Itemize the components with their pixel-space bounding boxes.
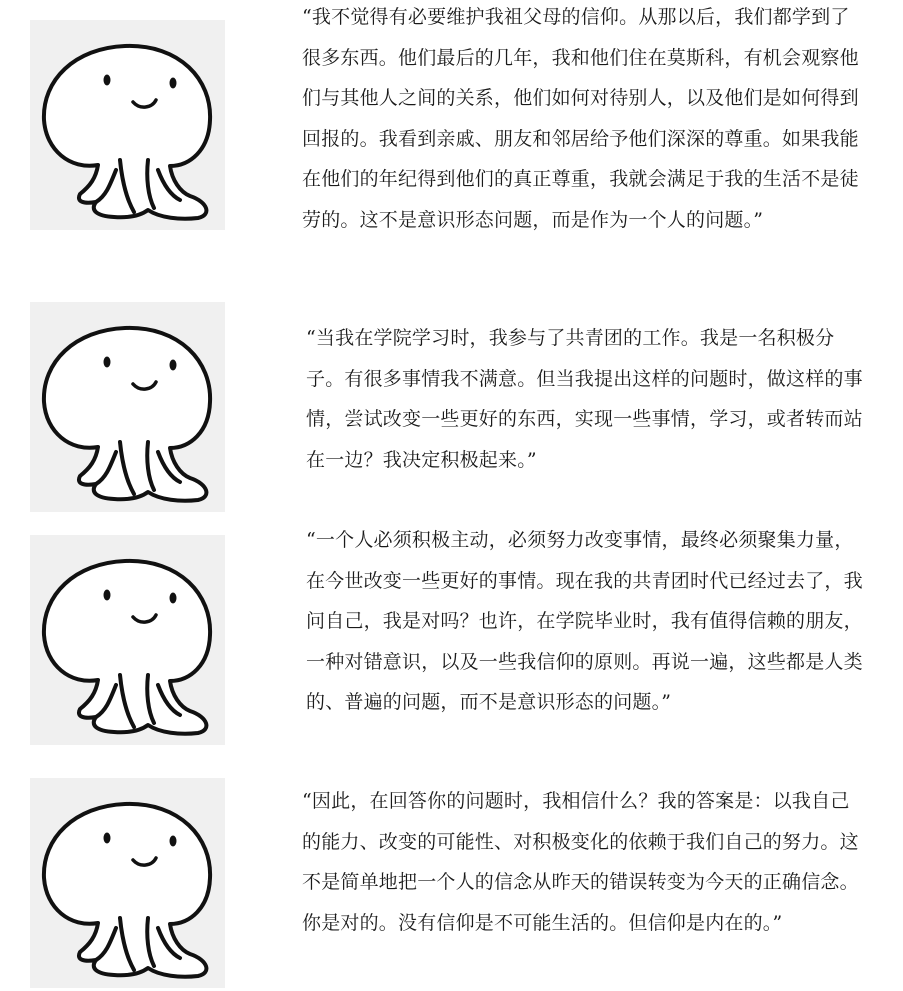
quote-text: “一个人必须积极主动，必须努力改变事情，最终必须聚集力量，在今世改变一些更好的事情。现在我的共青团时代已经过去了，我问自己，我是对吗？也许，在学院毕业时，我有值得信赖的朋友，一种对错意识，以及一些我信仰的原则。再说一遍，这些都是人类的、普遍的问题，而不是意识形态的问题。” xyxy=(306,529,863,714)
smiling-blob-character-icon xyxy=(30,20,225,230)
smiling-blob-character-icon xyxy=(30,778,225,988)
quote-text: “因此，在回答你的问题时，我相信什么？我的答案是：以我自己的能力、改变的可能性、对积极变化的依赖于我们自己的努力。这不是简单地把一个人的信念从昨天的错误转变为今天的正确信念。你是对的。没有信仰是不可能生活的。但信仰是内在的。” xyxy=(302,790,859,934)
smiling-blob-character-icon xyxy=(30,535,225,745)
smiling-blob-character-icon xyxy=(30,302,225,512)
quote-text: “当我在学院学习时，我参与了共青团的工作。我是一名积极分子。有很多事情我不满意。但当我提出这样的问题时，做这样的事情，尝试改变一些更好的东西，实现一些事情，学习，或者转而站在一边？我决定积极起来。” xyxy=(306,327,863,471)
quote-text: “我不觉得有必要维护我祖父母的信仰。从那以后，我们都学到了很多东西。他们最后的几年，我和他们住在莫斯科，有机会观察他们与其他人之间的关系，他们如何对待别人，以及他们是如何得到回报的。我看到亲戚、朋友和邻居给予他们深深的尊重。如果我能在他们的年纪得到他们的真正尊重，我就会满足于我的生活不是徒劳的。这不是意识形态问题，而是作为一个人的问题。” xyxy=(302,6,859,231)
